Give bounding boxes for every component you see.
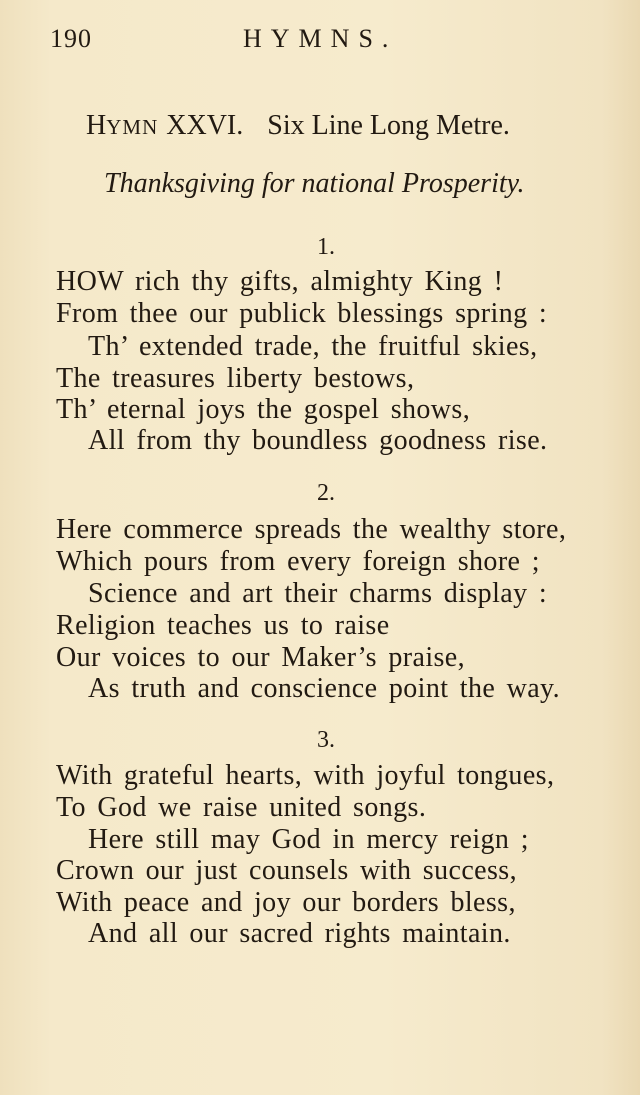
verse-line: To God we raise united songs. — [56, 792, 427, 823]
verse-line: Th’ eternal joys the gospel shows, — [56, 394, 471, 425]
hymn-title-small-caps: YMN — [106, 115, 159, 139]
stanza-number: 3. — [317, 727, 335, 753]
verse-line: The treasures liberty bestows, — [56, 363, 415, 394]
verse-line: As truth and conscience point the way. — [88, 673, 561, 704]
verse-line: Here commerce spreads the wealthy store, — [56, 514, 567, 545]
stanza-number: 1. — [317, 234, 335, 260]
verse-line: All from thy boundless goodness rise. — [88, 425, 548, 456]
verse-line: HOW rich thy gifts, almighty King ! — [56, 266, 504, 297]
verse-line: Th’ extended trade, the fruitful skies, — [88, 331, 538, 362]
hymn-title — [86, 110, 510, 142]
verse-line: Crown our just counsels with success, — [56, 855, 517, 886]
hymn-title-capital: H — [86, 110, 107, 141]
page-number: 190 — [50, 24, 92, 53]
verse-line: Science and art their charms display : — [88, 578, 548, 609]
verse-line: And all our sacred rights maintain. — [88, 918, 511, 949]
verse-line: Which pours from every foreign shore ; — [56, 546, 540, 577]
hymn-metre: Six Line Long Metre. — [267, 110, 510, 141]
verse-line: Religion teaches us to raise — [56, 610, 390, 641]
hymn-number: XXVI. — [166, 110, 244, 141]
verse-line: Here still may God in mercy reign ; — [88, 824, 529, 855]
hymn-subtitle: Thanksgiving for national Prosperity. — [104, 168, 525, 199]
verse-line: With peace and joy our borders bless, — [56, 887, 516, 918]
verse-line: From thee our publick blessings spring : — [56, 298, 548, 329]
verse-line: With grateful hearts, with joyful tongues, — [56, 760, 555, 791]
verse-line: Our voices to our Maker’s praise, — [56, 642, 466, 673]
running-head: HYMNS. — [243, 24, 398, 53]
stanza-number: 2. — [317, 480, 335, 506]
